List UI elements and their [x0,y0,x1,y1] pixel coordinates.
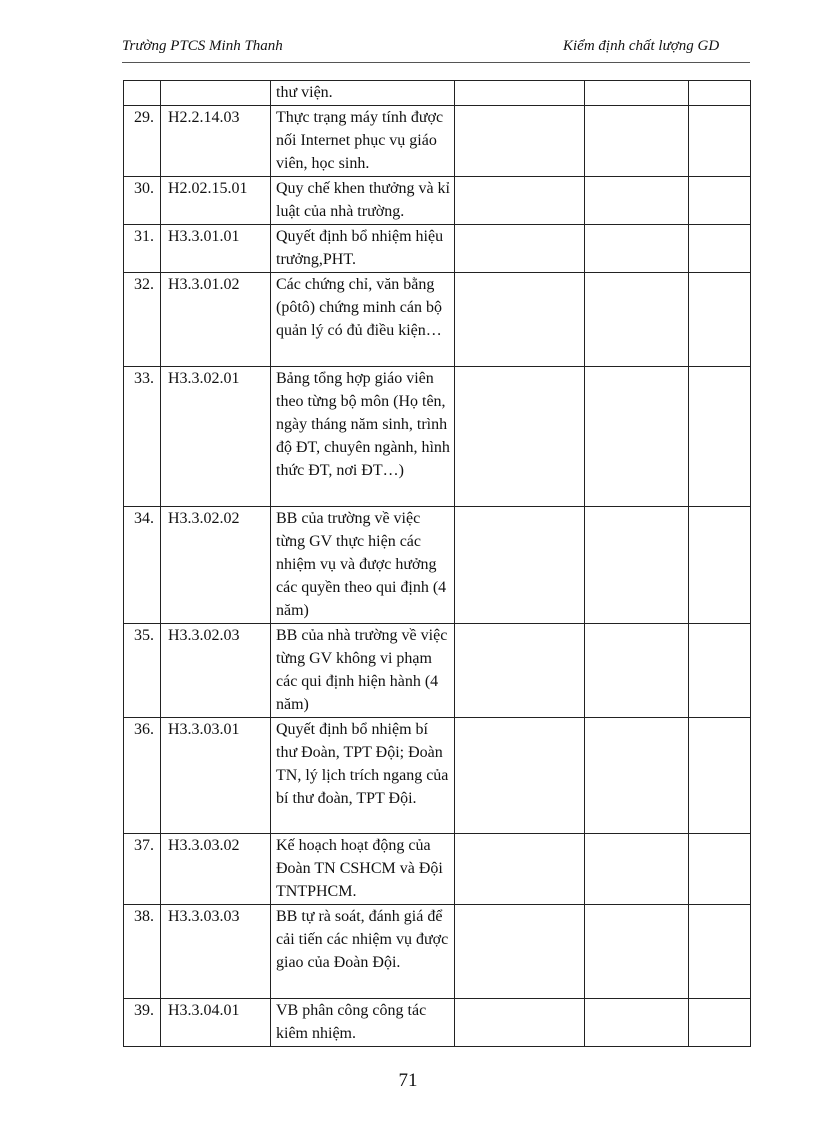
empty-cell [585,81,689,106]
evidence-code: H3.3.01.01 [161,225,271,273]
evidence-code: H3.3.01.02 [161,273,271,367]
table-row [124,106,751,177]
empty-cell [689,273,751,367]
header-rule [122,62,750,63]
evidence-name: Quy chế khen thưởng và kỉ luật của nhà trường. [271,177,455,225]
row-number: 33. [124,367,161,507]
table-row [124,718,751,834]
empty-cell [585,718,689,834]
evidence-name: Kế hoạch hoạt động của Đoàn TN CSHCM và Đội TNTPHCM. [271,834,455,905]
empty-cell [689,834,751,905]
empty-cell [455,718,585,834]
header-title: Kiểm định chất lượng GD [563,38,720,54]
row-number: 38. [124,905,161,999]
evidence-code: H3.3.02.01 [161,367,271,507]
empty-cell [585,273,689,367]
evidence-code: H3.3.02.02 [161,507,271,624]
empty-cell [455,367,585,507]
evidence-name: BB của trường về việc từng GV thực hiện các nhiệm vụ và được hưởng các quyền theo qui định (4 năm) [271,507,455,624]
empty-cell [455,177,585,225]
evidence-code [161,81,271,106]
evidence-table [123,80,751,1047]
empty-cell [585,177,689,225]
empty-cell [689,367,751,507]
evidence-code: H3.3.03.01 [161,718,271,834]
row-number: 31. [124,225,161,273]
evidence-name: Thực trạng máy tính được nối Internet phục vụ giáo viên, học sinh. [271,106,455,177]
empty-cell [585,106,689,177]
empty-cell [689,81,751,106]
page-number: 71 [398,1070,418,1091]
evidence-name: Quyết định bổ nhiệm bí thư Đoàn, TPT Đội; Đoàn TN, lý lịch trích ngang của bí thư đoàn, TPT Đội. [271,718,455,834]
table-row [124,273,751,367]
table-row [124,624,751,718]
table-row [124,81,751,106]
evidence-name: BB của nhà trường về việc từng GV không vi phạm các qui định hiện hành (4 năm) [271,624,455,718]
empty-cell [455,999,585,1047]
row-number: 30. [124,177,161,225]
empty-cell [585,834,689,905]
table-row [124,905,751,999]
empty-cell [689,225,751,273]
evidence-code: H2.02.15.01 [161,177,271,225]
empty-cell [455,81,585,106]
table-row [124,367,751,507]
empty-cell [455,624,585,718]
table-row [124,507,751,624]
empty-cell [689,718,751,834]
empty-cell [455,225,585,273]
row-number: 29. [124,106,161,177]
empty-cell [585,905,689,999]
evidence-name: Bảng tổng hợp giáo viên theo từng bộ môn (Họ tên, ngày tháng năm sinh, trình độ ĐT, chuyên ngành, hình thức ĐT, nơi ĐT…) [271,367,455,507]
row-number: 35. [124,624,161,718]
empty-cell [585,999,689,1047]
row-number: 37. [124,834,161,905]
evidence-code: H3.3.03.03 [161,905,271,999]
evidence-code: H3.3.03.02 [161,834,271,905]
empty-cell [455,834,585,905]
empty-cell [455,507,585,624]
table-row [124,834,751,905]
evidence-name: BB tự rà soát, đánh giá để cải tiến các nhiệm vụ được giao của Đoàn Đội. [271,905,455,999]
empty-cell [455,905,585,999]
evidence-name: Quyết định bổ nhiệm hiệu trưởng,PHT. [271,225,455,273]
empty-cell [689,999,751,1047]
empty-cell [585,507,689,624]
evidence-code: H3.3.04.01 [161,999,271,1047]
header-school: Trường PTCS Minh Thanh [122,38,283,54]
evidence-name: thư viện. [271,81,455,106]
evidence-code: H2.2.14.03 [161,106,271,177]
empty-cell [689,624,751,718]
empty-cell [689,106,751,177]
evidence-name: VB phân công công tác kiêm nhiệm. [271,999,455,1047]
row-number: 36. [124,718,161,834]
table-row [124,999,751,1047]
evidence-code: H3.3.02.03 [161,624,271,718]
empty-cell [455,106,585,177]
empty-cell [585,367,689,507]
empty-cell [689,507,751,624]
row-number: 39. [124,999,161,1047]
table-row [124,225,751,273]
empty-cell [585,225,689,273]
empty-cell [455,273,585,367]
table-row [124,177,751,225]
empty-cell [689,905,751,999]
row-number: 34. [124,507,161,624]
row-number [124,81,161,106]
empty-cell [689,177,751,225]
evidence-name: Các chứng chỉ, văn bằng (pôtô) chứng minh cán bộ quản lý có đủ điều kiện… [271,273,455,367]
empty-cell [585,624,689,718]
row-number: 32. [124,273,161,367]
